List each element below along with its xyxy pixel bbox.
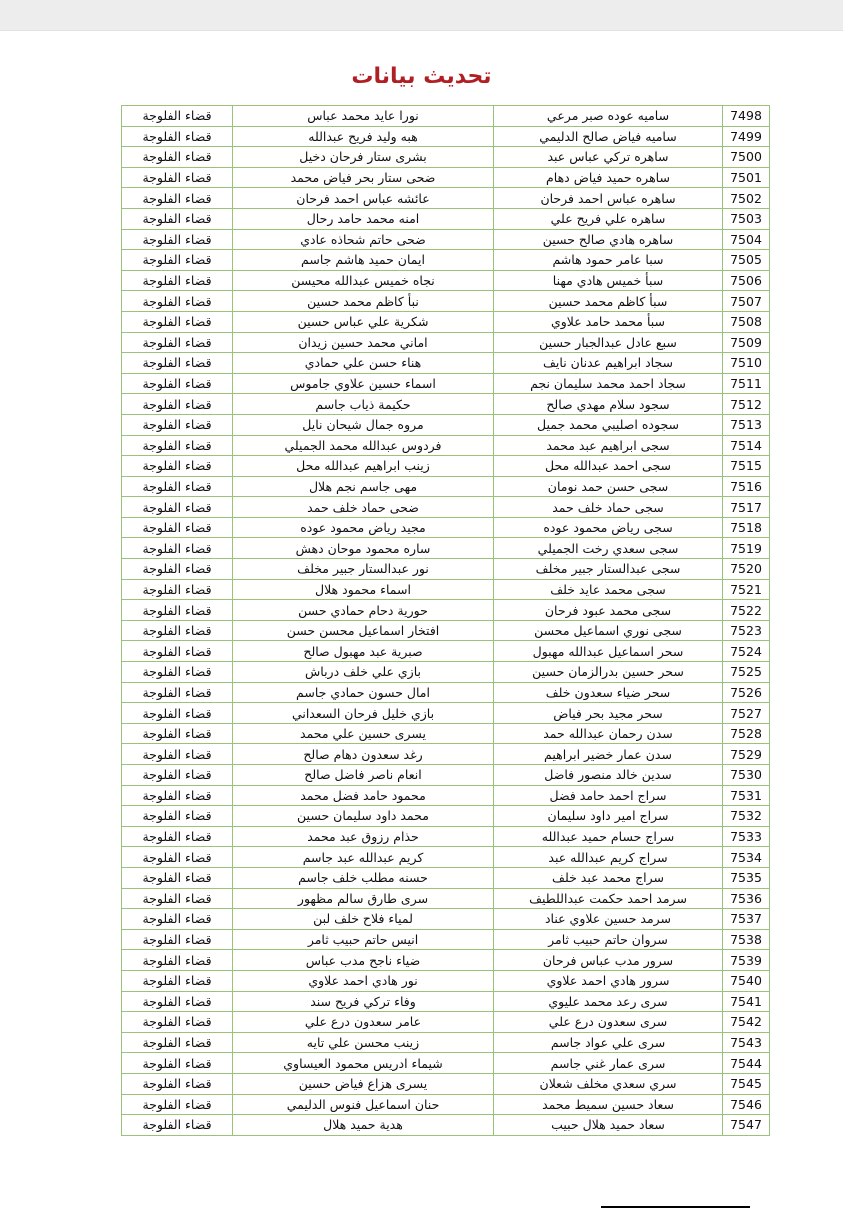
table-row xyxy=(122,826,770,847)
row-number-cell: 7531 xyxy=(723,785,770,806)
table-row xyxy=(122,1094,770,1115)
first-name-cell: ساهره هادي صالح حسين xyxy=(494,229,723,250)
district-cell: قضاء الفلوجة xyxy=(122,1115,233,1136)
district-cell: قضاء الفلوجة xyxy=(122,867,233,888)
second-name-cell: عائشه عباس احمد فرحان xyxy=(233,188,494,209)
second-name-cell: بشرى ستار فرحان دخيل xyxy=(233,147,494,168)
row-number-cell: 7530 xyxy=(723,765,770,786)
district-cell: قضاء الفلوجة xyxy=(122,476,233,497)
row-number-cell: 7519 xyxy=(723,538,770,559)
row-number-cell: 7514 xyxy=(723,435,770,456)
district-cell: قضاء الفلوجة xyxy=(122,785,233,806)
row-number-cell: 7544 xyxy=(723,1053,770,1074)
first-name-cell: سعاد حميد هلال حبيب xyxy=(494,1115,723,1136)
first-name-cell: سجى ابراهيم عبد محمد xyxy=(494,435,723,456)
row-number-cell: 7534 xyxy=(723,847,770,868)
first-name-cell: سدن عمار خضير ابراهيم xyxy=(494,744,723,765)
first-name-cell: سبأ محمد حامد علاوي xyxy=(494,311,723,332)
table-row xyxy=(122,517,770,538)
second-name-cell: صبرية عبد مهبول صالح xyxy=(233,641,494,662)
second-name-cell: سرى طارق سالم مظهور xyxy=(233,888,494,909)
district-cell: قضاء الفلوجة xyxy=(122,311,233,332)
table-row xyxy=(122,208,770,229)
district-cell: قضاء الفلوجة xyxy=(122,229,233,250)
row-number-cell: 7503 xyxy=(723,208,770,229)
district-cell: قضاء الفلوجة xyxy=(122,765,233,786)
row-number-cell: 7508 xyxy=(723,311,770,332)
second-name-cell: افتخار اسماعيل محسن حسن xyxy=(233,620,494,641)
first-name-cell: ساميه عوده صبر مرعي xyxy=(494,106,723,127)
table-row xyxy=(122,847,770,868)
table-row xyxy=(122,806,770,827)
district-cell: قضاء الفلوجة xyxy=(122,641,233,662)
district-cell: قضاء الفلوجة xyxy=(122,394,233,415)
table-row xyxy=(122,270,770,291)
first-name-cell: سري سعدي مخلف شعلان xyxy=(494,1073,723,1094)
row-number-cell: 7527 xyxy=(723,703,770,724)
first-name-cell: سدين خالد منصور فاضل xyxy=(494,765,723,786)
district-cell: قضاء الفلوجة xyxy=(122,559,233,580)
first-name-cell: سجى نوري اسماعيل محسن xyxy=(494,620,723,641)
first-name-cell: سعاد حسين سميط محمد xyxy=(494,1094,723,1115)
table-row xyxy=(122,126,770,147)
table-row xyxy=(122,332,770,353)
district-cell: قضاء الفلوجة xyxy=(122,929,233,950)
second-name-cell: محمد داود سليمان حسين xyxy=(233,806,494,827)
table-row xyxy=(122,888,770,909)
row-number-cell: 7512 xyxy=(723,394,770,415)
table-row xyxy=(122,970,770,991)
first-name-cell: سرى عمار غني جاسم xyxy=(494,1053,723,1074)
row-number-cell: 7501 xyxy=(723,167,770,188)
district-cell: قضاء الفلوجة xyxy=(122,682,233,703)
table-row xyxy=(122,229,770,250)
table-row xyxy=(122,909,770,930)
table-row xyxy=(122,929,770,950)
second-name-cell: بازي خليل فرحان السعداني xyxy=(233,703,494,724)
row-number-cell: 7537 xyxy=(723,909,770,930)
first-name-cell: سبأ خميس هادي مهنا xyxy=(494,270,723,291)
second-name-cell: زينب ابراهيم عبدالله محل xyxy=(233,456,494,477)
row-number-cell: 7510 xyxy=(723,353,770,374)
district-cell: قضاء الفلوجة xyxy=(122,188,233,209)
first-name-cell: سحر اسماعيل عبدالله مهبول xyxy=(494,641,723,662)
first-name-cell: سجوده اصليبي محمد جميل xyxy=(494,414,723,435)
row-number-cell: 7543 xyxy=(723,1032,770,1053)
first-name-cell: سرور مدب عباس فرحان xyxy=(494,950,723,971)
table-row xyxy=(122,991,770,1012)
table-row xyxy=(122,641,770,662)
second-name-cell: ضحى حماد خلف حمد xyxy=(233,497,494,518)
first-name-cell: ساهره تركي عباس عبد xyxy=(494,147,723,168)
first-name-cell: سحر ضياء سعدون خلف xyxy=(494,682,723,703)
second-name-cell: حنان اسماعيل فنوس الدليمي xyxy=(233,1094,494,1115)
second-name-cell: يسرى حسين علي محمد xyxy=(233,723,494,744)
first-name-cell: ساهره حميد فياض دهام xyxy=(494,167,723,188)
second-name-cell: اسماء محمود هلال xyxy=(233,579,494,600)
row-number-cell: 7539 xyxy=(723,950,770,971)
district-cell: قضاء الفلوجة xyxy=(122,1032,233,1053)
second-name-cell: ضحى حاتم شحاذه عادي xyxy=(233,229,494,250)
table-row xyxy=(122,147,770,168)
table-row xyxy=(122,188,770,209)
first-name-cell: سجاد احمد محمد سليمان نجم xyxy=(494,373,723,394)
row-number-cell: 7532 xyxy=(723,806,770,827)
second-name-cell: مروه جمال شيحان نايل xyxy=(233,414,494,435)
row-number-cell: 7546 xyxy=(723,1094,770,1115)
row-number-cell: 7523 xyxy=(723,620,770,641)
district-cell: قضاء الفلوجة xyxy=(122,1094,233,1115)
row-number-cell: 7521 xyxy=(723,579,770,600)
second-name-cell: نور عبدالستار جبير مخلف xyxy=(233,559,494,580)
district-cell: قضاء الفلوجة xyxy=(122,373,233,394)
district-cell: قضاء الفلوجة xyxy=(122,456,233,477)
second-name-cell: بازي علي خلف درباش xyxy=(233,662,494,683)
table-row xyxy=(122,353,770,374)
district-cell: قضاء الفلوجة xyxy=(122,723,233,744)
table-row xyxy=(122,291,770,312)
first-name-cell: سرى علي عواد جاسم xyxy=(494,1032,723,1053)
row-number-cell: 7500 xyxy=(723,147,770,168)
table-row xyxy=(122,950,770,971)
row-number-cell: 7520 xyxy=(723,559,770,580)
first-name-cell: سحر مجيد بحر فياض xyxy=(494,703,723,724)
second-name-cell: امنه محمد حامد رحال xyxy=(233,208,494,229)
second-name-cell: ساره محمود موحان دهش xyxy=(233,538,494,559)
district-cell: قضاء الفلوجة xyxy=(122,826,233,847)
second-name-cell: ايمان حميد هاشم جاسم xyxy=(233,250,494,271)
district-cell: قضاء الفلوجة xyxy=(122,1012,233,1033)
table-row xyxy=(122,682,770,703)
row-number-cell: 7536 xyxy=(723,888,770,909)
table-row xyxy=(122,785,770,806)
first-name-cell: سراج محمد عبد خلف xyxy=(494,867,723,888)
district-cell: قضاء الفلوجة xyxy=(122,147,233,168)
district-cell: قضاء الفلوجة xyxy=(122,1073,233,1094)
row-number-cell: 7526 xyxy=(723,682,770,703)
names-table-body xyxy=(122,106,770,1136)
table-row xyxy=(122,620,770,641)
first-name-cell: سرمد حسين علاوي عناد xyxy=(494,909,723,930)
row-number-cell: 7504 xyxy=(723,229,770,250)
second-name-cell: حسنه مطلب خلف جاسم xyxy=(233,867,494,888)
second-name-cell: محمود حامد فضل محمد xyxy=(233,785,494,806)
first-name-cell: ساهره علي فريح علي xyxy=(494,208,723,229)
table-row xyxy=(122,497,770,518)
row-number-cell: 7518 xyxy=(723,517,770,538)
row-number-cell: 7528 xyxy=(723,723,770,744)
row-number-cell: 7507 xyxy=(723,291,770,312)
second-name-cell: حورية دحام حمادي حسن xyxy=(233,600,494,621)
row-number-cell: 7499 xyxy=(723,126,770,147)
second-name-cell: حذام رزوق عبد محمد xyxy=(233,826,494,847)
first-name-cell: سجى عبدالستار جبير مخلف xyxy=(494,559,723,580)
second-name-cell: يسرى هزاع فياض حسين xyxy=(233,1073,494,1094)
table-row xyxy=(122,167,770,188)
district-cell: قضاء الفلوجة xyxy=(122,970,233,991)
district-cell: قضاء الفلوجة xyxy=(122,270,233,291)
district-cell: قضاء الفلوجة xyxy=(122,167,233,188)
second-name-cell: اماني محمد حسين زيدان xyxy=(233,332,494,353)
second-name-cell: نورا عايد محمد عباس xyxy=(233,106,494,127)
row-number-cell: 7511 xyxy=(723,373,770,394)
row-number-cell: 7509 xyxy=(723,332,770,353)
district-cell: قضاء الفلوجة xyxy=(122,1053,233,1074)
second-name-cell: هناء حسن علي حمادي xyxy=(233,353,494,374)
second-name-cell: اسماء حسين علاوي جاموس xyxy=(233,373,494,394)
first-name-cell: سرى رعد محمد عليوي xyxy=(494,991,723,1012)
district-cell: قضاء الفلوجة xyxy=(122,517,233,538)
second-name-cell: انيس حاتم حبيب ثامر xyxy=(233,929,494,950)
row-number-cell: 7542 xyxy=(723,1012,770,1033)
second-name-cell: مهى جاسم نجم هلال xyxy=(233,476,494,497)
page-title: تحديث بيانات xyxy=(351,64,492,89)
district-cell: قضاء الفلوجة xyxy=(122,991,233,1012)
row-number-cell: 7529 xyxy=(723,744,770,765)
row-number-cell: 7505 xyxy=(723,250,770,271)
first-name-cell: سبا عامر حمود هاشم xyxy=(494,250,723,271)
district-cell: قضاء الفلوجة xyxy=(122,353,233,374)
district-cell: قضاء الفلوجة xyxy=(122,126,233,147)
second-name-cell: هبه وليد فريح عبدالله xyxy=(233,126,494,147)
first-name-cell: سرى سعدون درع علي xyxy=(494,1012,723,1033)
second-name-cell: عامر سعدون درع علي xyxy=(233,1012,494,1033)
table-row xyxy=(122,311,770,332)
second-name-cell: شيماء ادريس محمود العيساوي xyxy=(233,1053,494,1074)
district-cell: قضاء الفلوجة xyxy=(122,662,233,683)
first-name-cell: سجى محمد عبود فرحان xyxy=(494,600,723,621)
row-number-cell: 7506 xyxy=(723,270,770,291)
district-cell: قضاء الفلوجة xyxy=(122,600,233,621)
table-row xyxy=(122,600,770,621)
row-number-cell: 7513 xyxy=(723,414,770,435)
row-number-cell: 7498 xyxy=(723,106,770,127)
table-row xyxy=(122,559,770,580)
district-cell: قضاء الفلوجة xyxy=(122,332,233,353)
table-row xyxy=(122,373,770,394)
names-table xyxy=(121,105,770,1136)
district-cell: قضاء الفلوجة xyxy=(122,250,233,271)
first-name-cell: سبع عادل عبدالجبار حسين xyxy=(494,332,723,353)
row-number-cell: 7522 xyxy=(723,600,770,621)
second-name-cell: حكيمة ذياب جاسم xyxy=(233,394,494,415)
first-name-cell: سجى حماد خلف حمد xyxy=(494,497,723,518)
row-number-cell: 7538 xyxy=(723,929,770,950)
first-name-cell: سراج احمد حامد فضل xyxy=(494,785,723,806)
table-row xyxy=(122,579,770,600)
first-name-cell: ساميه فياض صالح الدليمي xyxy=(494,126,723,147)
first-name-cell: سراج حسام حميد عبدالله xyxy=(494,826,723,847)
table-row xyxy=(122,662,770,683)
top-strip-border xyxy=(0,30,843,31)
first-name-cell: سجاد ابراهيم عدنان نايف xyxy=(494,353,723,374)
table-row xyxy=(122,456,770,477)
footer-line xyxy=(601,1206,750,1208)
second-name-cell: زينب محسن علي تايه xyxy=(233,1032,494,1053)
first-name-cell: سحر حسين بدرالزمان حسين xyxy=(494,662,723,683)
second-name-cell: فردوس عبدالله محمد الجميلي xyxy=(233,435,494,456)
first-name-cell: سرور هادي احمد علاوي xyxy=(494,970,723,991)
second-name-cell: شكرية علي عباس حسين xyxy=(233,311,494,332)
district-cell: قضاء الفلوجة xyxy=(122,744,233,765)
row-number-cell: 7524 xyxy=(723,641,770,662)
second-name-cell: هدية حميد هلال xyxy=(233,1115,494,1136)
row-number-cell: 7533 xyxy=(723,826,770,847)
district-cell: قضاء الفلوجة xyxy=(122,950,233,971)
second-name-cell: وفاء تركي فريح سند xyxy=(233,991,494,1012)
table-row xyxy=(122,1115,770,1136)
first-name-cell: سدن رحمان عبدالله حمد xyxy=(494,723,723,744)
district-cell: قضاء الفلوجة xyxy=(122,579,233,600)
table-row xyxy=(122,538,770,559)
district-cell: قضاء الفلوجة xyxy=(122,909,233,930)
second-name-cell: نبأ كاظم محمد حسين xyxy=(233,291,494,312)
first-name-cell: سجى سعدي رخت الجميلي xyxy=(494,538,723,559)
row-number-cell: 7540 xyxy=(723,970,770,991)
table-row xyxy=(122,744,770,765)
first-name-cell: ساهره عباس احمد فرحان xyxy=(494,188,723,209)
district-cell: قضاء الفلوجة xyxy=(122,847,233,868)
row-number-cell: 7535 xyxy=(723,867,770,888)
district-cell: قضاء الفلوجة xyxy=(122,497,233,518)
first-name-cell: سروان حاتم حبيب ثامر xyxy=(494,929,723,950)
district-cell: قضاء الفلوجة xyxy=(122,888,233,909)
top-strip xyxy=(0,0,843,30)
district-cell: قضاء الفلوجة xyxy=(122,208,233,229)
row-number-cell: 7525 xyxy=(723,662,770,683)
row-number-cell: 7516 xyxy=(723,476,770,497)
first-name-cell: سجى حسن حمد نومان xyxy=(494,476,723,497)
table-row xyxy=(122,250,770,271)
first-name-cell: سجى محمد عايد خلف xyxy=(494,579,723,600)
second-name-cell: ضياء ناجح مدب عباس xyxy=(233,950,494,971)
first-name-cell: سراج امير داود سليمان xyxy=(494,806,723,827)
table-row xyxy=(122,1032,770,1053)
row-number-cell: 7545 xyxy=(723,1073,770,1094)
table-row xyxy=(122,435,770,456)
district-cell: قضاء الفلوجة xyxy=(122,620,233,641)
district-cell: قضاء الفلوجة xyxy=(122,291,233,312)
first-name-cell: سراج كريم عبدالله عبد xyxy=(494,847,723,868)
table-row xyxy=(122,394,770,415)
table-row xyxy=(122,1012,770,1033)
district-cell: قضاء الفلوجة xyxy=(122,703,233,724)
first-name-cell: سجى رياض محمود عوده xyxy=(494,517,723,538)
table-row xyxy=(122,723,770,744)
second-name-cell: مجيد رياض محمود عوده xyxy=(233,517,494,538)
district-cell: قضاء الفلوجة xyxy=(122,538,233,559)
table-row xyxy=(122,867,770,888)
second-name-cell: لمياء فلاح خلف لبن xyxy=(233,909,494,930)
second-name-cell: ضحى ستار بحر فياض محمد xyxy=(233,167,494,188)
table-row xyxy=(122,1073,770,1094)
second-name-cell: نور هادي احمد علاوي xyxy=(233,970,494,991)
district-cell: قضاء الفلوجة xyxy=(122,106,233,127)
table-row xyxy=(122,765,770,786)
table-row xyxy=(122,703,770,724)
second-name-cell: امال حسون حمادي جاسم xyxy=(233,682,494,703)
district-cell: قضاء الفلوجة xyxy=(122,806,233,827)
table-row xyxy=(122,414,770,435)
second-name-cell: رغد سعدون دهام صالح xyxy=(233,744,494,765)
first-name-cell: سجى احمد عبدالله محل xyxy=(494,456,723,477)
second-name-cell: كريم عبدالله عبد جاسم xyxy=(233,847,494,868)
district-cell: قضاء الفلوجة xyxy=(122,435,233,456)
table-row xyxy=(122,106,770,127)
row-number-cell: 7517 xyxy=(723,497,770,518)
table-row xyxy=(122,476,770,497)
row-number-cell: 7515 xyxy=(723,456,770,477)
second-name-cell: انعام ناصر فاضل صالح xyxy=(233,765,494,786)
first-name-cell: سبأ كاظم محمد حسين xyxy=(494,291,723,312)
row-number-cell: 7502 xyxy=(723,188,770,209)
first-name-cell: سجود سلام مهدي صالح xyxy=(494,394,723,415)
row-number-cell: 7541 xyxy=(723,991,770,1012)
second-name-cell: نجاه خميس عبدالله محيسن xyxy=(233,270,494,291)
row-number-cell: 7547 xyxy=(723,1115,770,1136)
district-cell: قضاء الفلوجة xyxy=(122,414,233,435)
first-name-cell: سرمد احمد حكمت عبداللطيف xyxy=(494,888,723,909)
table-row xyxy=(122,1053,770,1074)
